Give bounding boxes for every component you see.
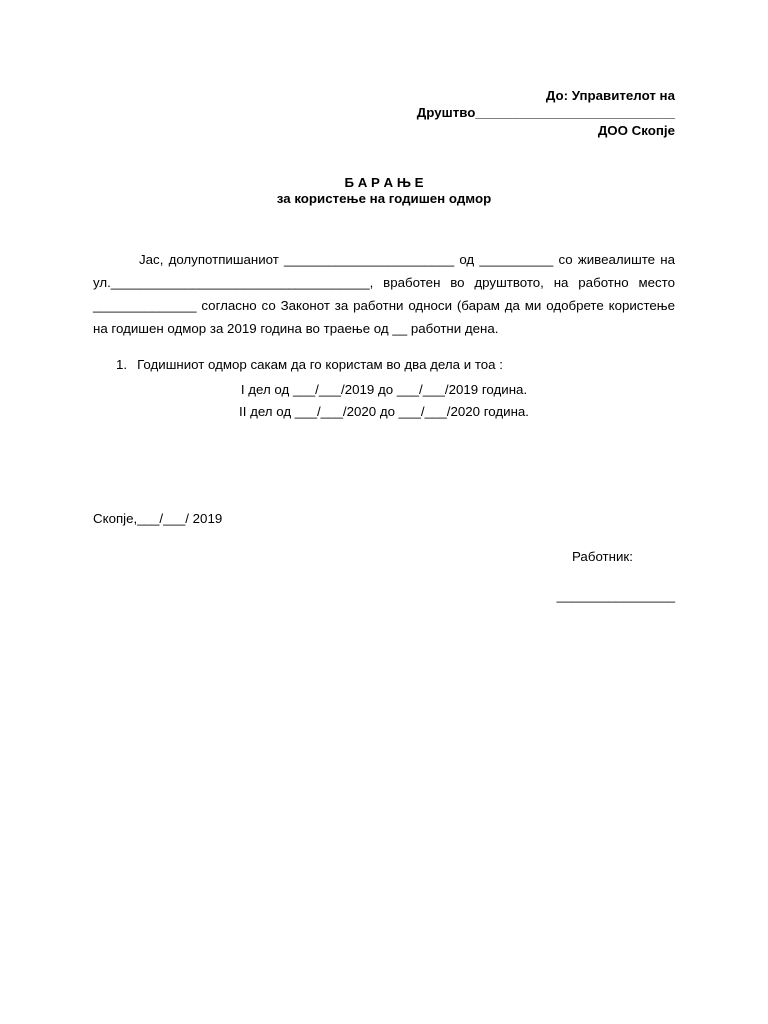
recipient-line-1: До: Управителот на [545,88,675,103]
worker-label: Работник: [572,549,633,564]
recipient-line-3: ДОО Скопје [597,123,675,138]
recipient-line-2: Друштво___________________________ [416,105,675,120]
place-date: Скопје,___/___/ 2019 [93,511,223,526]
vacation-part-2: II дел од ___/___/2020 до ___/___/2020 година. [239,404,529,419]
signature-line: ________________ [556,588,675,603]
vacation-part-1: I дел од ___/___/2019 до ___/___/2019 година. [240,382,528,397]
document-title: Б А Р А Њ Е [344,175,424,190]
request-paragraph-text: Јас, долупотпишаниот _______________________ од __________ со живеалиште на ул.___________________________________, вработен во друштвото, на работно место ______________ согласно со Законот за работни односи (барам да ми одобрете користење на годишен одмор за 2019 година во траење од __ работни дена. [93,252,675,336]
document-subtitle: за користење на годишен одмор [276,191,492,206]
list-number: 1. [116,357,128,372]
list-item [116,357,503,372]
request-paragraph [93,248,675,340]
list-item-text: Годишниот одмор сакам да го користам во два дела и тоа : [137,357,503,372]
